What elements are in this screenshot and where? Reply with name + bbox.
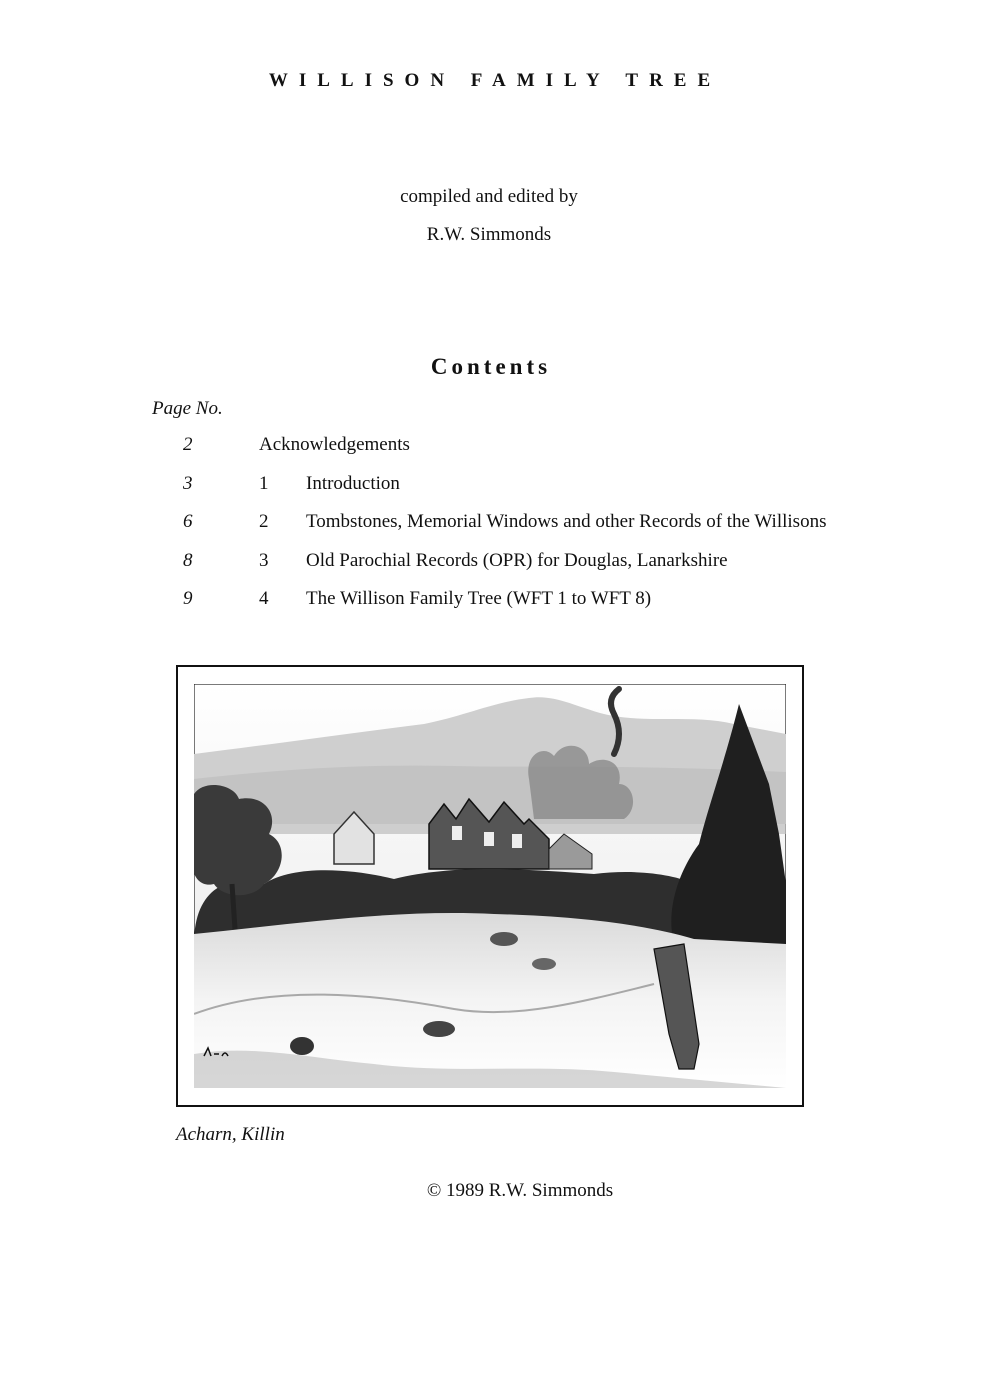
window-icon (484, 832, 494, 846)
toc-section-number: 3 (259, 549, 269, 571)
toc-page-number: 6 (183, 511, 193, 532)
toc-entry-acknowledgements (0, 434, 1000, 473)
author-name: R.W. Simmonds (426, 224, 552, 245)
toc-page-number: 2 (183, 434, 193, 455)
toc-entry-introduction (0, 473, 1000, 512)
toc-section-number: 1 (259, 472, 269, 494)
toc-section-number: 2 (259, 511, 269, 532)
compiled-by-line: compiled and edited by (400, 186, 578, 207)
landscape-drawing (194, 684, 786, 1088)
toc-entry-tombstones (0, 511, 1000, 550)
rock-icon (423, 1021, 455, 1037)
toc-title: Acknowledgements (259, 434, 410, 455)
rock-icon (532, 958, 556, 970)
page-number-label: Page No. (152, 398, 223, 419)
contents-heading: Contents (430, 354, 552, 379)
toc-title: Introduction (306, 472, 400, 494)
toc-page-number: 8 (183, 549, 193, 571)
toc-section-number: 4 (259, 588, 269, 609)
toc-page-number: 9 (183, 588, 193, 609)
toc-page-number: 3 (183, 472, 193, 494)
illustration-caption: Acharn, Killin (176, 1124, 285, 1145)
window-icon (452, 826, 462, 840)
document-title: WILLISON FAMILY TREE (268, 70, 722, 91)
toc-title: Old Parochial Records (OPR) for Douglas, Lanarkshire (306, 549, 728, 571)
rock-icon (490, 932, 518, 946)
table-of-contents (0, 434, 1000, 627)
toc-title: Tombstones, Memorial Windows and other Records of the Willisons (306, 511, 827, 532)
toc-entry-parochial-records (0, 550, 1000, 589)
toc-title: The Willison Family Tree (WFT 1 to WFT 8) (306, 588, 652, 609)
copyright-notice: © 1989 R.W. Simmonds (426, 1180, 614, 1201)
window-icon (512, 834, 522, 848)
illustration-frame (176, 665, 804, 1107)
toc-entry-family-tree (0, 588, 1000, 627)
rock-icon (290, 1037, 314, 1055)
